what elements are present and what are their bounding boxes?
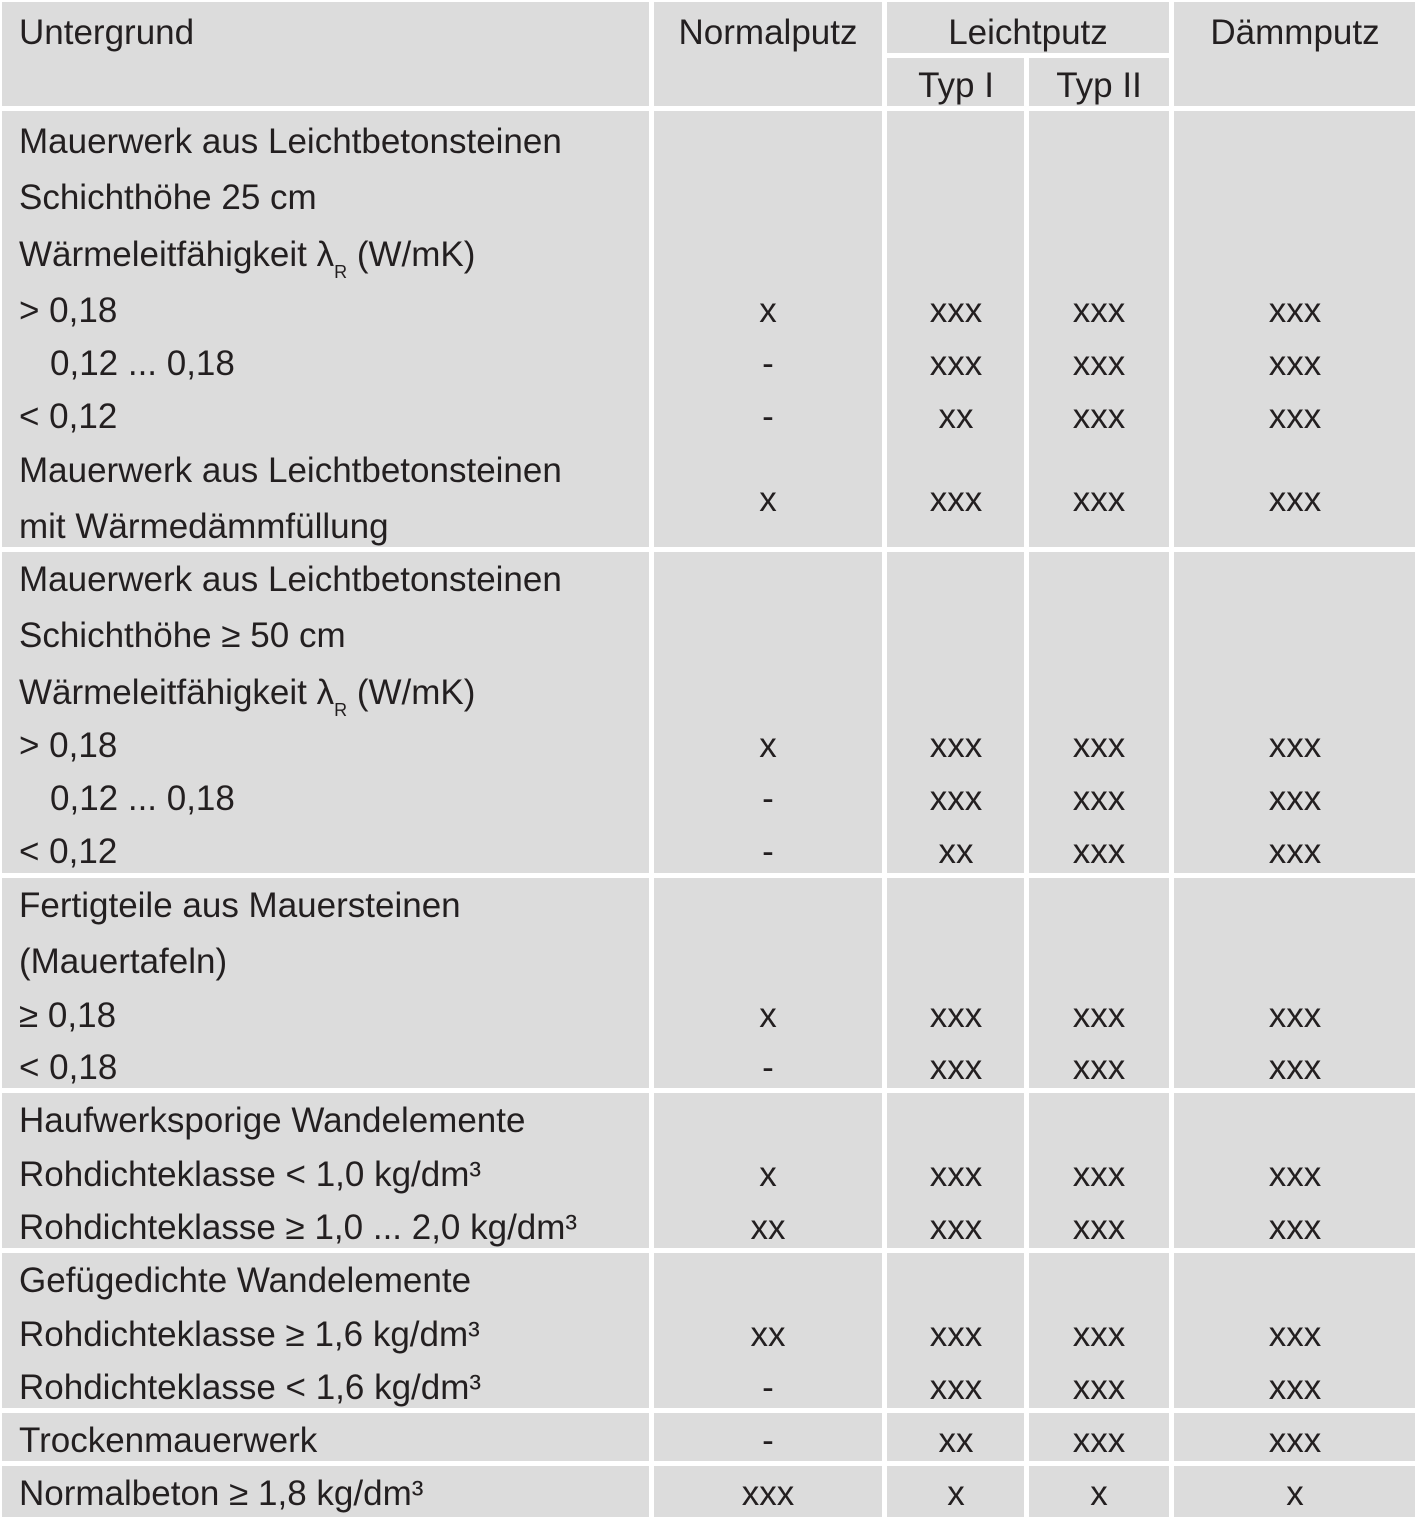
cell-daemmputz: xxx bbox=[1268, 480, 1322, 519]
section-divider bbox=[2, 1248, 1417, 1253]
cell-normalputz: xx bbox=[750, 1208, 786, 1247]
cell-typ-2: xxx bbox=[1072, 291, 1126, 330]
cell-typ-2: xxx bbox=[1072, 344, 1126, 383]
cell-typ-1: xx bbox=[938, 832, 974, 871]
section-divider bbox=[2, 873, 1417, 878]
column-divider bbox=[1169, 2, 1174, 1521]
row-label: Schichthöhe ≥ 50 cm bbox=[19, 616, 346, 655]
cell-daemmputz: xxx bbox=[1268, 344, 1322, 383]
row-label: Mauerwerk aus Leichtbetonsteinen bbox=[19, 451, 562, 490]
row-label: < 0,18 bbox=[19, 1048, 118, 1087]
cell-daemmputz: xxx bbox=[1268, 291, 1322, 330]
row-label: Wärmeleitfähigkeit $\lambda_R$ (W/mK) bbox=[19, 673, 476, 720]
header-typ-1: Typ I bbox=[918, 66, 994, 105]
cell-typ-2: xxx bbox=[1072, 1368, 1126, 1407]
row-label: Wärmeleitfähigkeit $\lambda_R$ (W/mK) bbox=[19, 235, 476, 282]
cell-typ-1: xxx bbox=[929, 344, 983, 383]
row-label: Trockenmauerwerk bbox=[19, 1421, 318, 1460]
row-label: < 0,12 bbox=[19, 832, 118, 871]
row-label: Rohdichteklasse < 1,0 kg/dm³ bbox=[19, 1155, 482, 1194]
cell-normalputz: x bbox=[759, 996, 777, 1035]
cell-typ-1: xxx bbox=[929, 1155, 983, 1194]
cell-daemmputz: xxx bbox=[1268, 779, 1322, 818]
cell-typ-2: x bbox=[1090, 1474, 1108, 1513]
cell-typ-2: xxx bbox=[1072, 1315, 1126, 1354]
row-label: 0,12 ... 0,18 bbox=[50, 779, 235, 818]
section-divider bbox=[2, 547, 1417, 552]
cell-typ-2: xxx bbox=[1072, 726, 1126, 765]
cell-normalputz: - bbox=[762, 1368, 774, 1407]
cell-daemmputz: xxx bbox=[1268, 1155, 1322, 1194]
cell-normalputz: xxx bbox=[741, 1474, 795, 1513]
cell-normalputz: x bbox=[759, 291, 777, 330]
row-label: Schichthöhe 25 cm bbox=[19, 178, 317, 217]
row-label: Normalbeton ≥ 1,8 kg/dm³ bbox=[19, 1474, 424, 1513]
row-label: Rohdichteklasse < 1,6 kg/dm³ bbox=[19, 1368, 482, 1407]
row-label: < 0,12 bbox=[19, 397, 118, 436]
header-bottom-rule bbox=[2, 106, 1417, 111]
cell-typ-1: xxx bbox=[929, 1048, 983, 1087]
cell-daemmputz: xxx bbox=[1268, 1421, 1322, 1460]
cell-typ-2: xxx bbox=[1072, 1048, 1126, 1087]
section-divider bbox=[2, 1088, 1417, 1093]
cell-typ-1: xx bbox=[938, 1421, 974, 1460]
cell-normalputz: - bbox=[762, 344, 774, 383]
header-subdivider bbox=[882, 53, 1174, 58]
cell-normalputz: - bbox=[762, 397, 774, 436]
cell-typ-2: xxx bbox=[1072, 1421, 1126, 1460]
cell-daemmputz: xxx bbox=[1268, 832, 1322, 871]
cell-normalputz: - bbox=[762, 832, 774, 871]
cell-normalputz: x bbox=[759, 726, 777, 765]
cell-daemmputz: xxx bbox=[1268, 397, 1322, 436]
cell-typ-1: xx bbox=[938, 397, 974, 436]
cell-typ-1: xxx bbox=[929, 1315, 983, 1354]
column-divider bbox=[882, 2, 887, 1521]
cell-normalputz: xx bbox=[750, 1315, 786, 1354]
column-divider bbox=[649, 2, 654, 1521]
cell-typ-2: xxx bbox=[1072, 996, 1126, 1035]
cell-normalputz: x bbox=[759, 480, 777, 519]
cell-typ-2: xxx bbox=[1072, 397, 1126, 436]
row-label: Gefügedichte Wandelemente bbox=[19, 1261, 472, 1300]
row-label: Mauerwerk aus Leichtbetonsteinen bbox=[19, 560, 562, 599]
cell-typ-1: xxx bbox=[929, 291, 983, 330]
cell-normalputz: - bbox=[762, 1048, 774, 1087]
section-divider bbox=[2, 1461, 1417, 1466]
cell-typ-1: xxx bbox=[929, 996, 983, 1035]
header-untergrund: Untergrund bbox=[19, 13, 195, 52]
row-label: Mauerwerk aus Leichtbetonsteinen bbox=[19, 122, 562, 161]
column-divider bbox=[1024, 55, 1029, 1521]
header-normalputz: Normalputz bbox=[678, 13, 858, 52]
cell-typ-2: xxx bbox=[1072, 779, 1126, 818]
cell-typ-1: x bbox=[947, 1474, 965, 1513]
cell-daemmputz: xxx bbox=[1268, 1208, 1322, 1247]
cell-daemmputz: xxx bbox=[1268, 1315, 1322, 1354]
cell-typ-2: xxx bbox=[1072, 1208, 1126, 1247]
cell-typ-2: xxx bbox=[1072, 1155, 1126, 1194]
row-label: > 0,18 bbox=[19, 291, 118, 330]
cell-normalputz: - bbox=[762, 779, 774, 818]
cell-typ-1: xxx bbox=[929, 480, 983, 519]
row-label: (Mauertafeln) bbox=[19, 942, 228, 981]
cell-daemmputz: xxx bbox=[1268, 996, 1322, 1035]
header-leichtputz: Leichtputz bbox=[948, 13, 1108, 52]
cell-normalputz: x bbox=[759, 1155, 777, 1194]
header-typ-2: Typ II bbox=[1056, 66, 1142, 105]
row-label: mit Wärmedämmfüllung bbox=[19, 507, 389, 546]
row-label: 0,12 ... 0,18 bbox=[50, 344, 235, 383]
header-daemmputz: Dämmputz bbox=[1210, 13, 1380, 52]
cell-daemmputz: xxx bbox=[1268, 1368, 1322, 1407]
row-label: > 0,18 bbox=[19, 726, 118, 765]
row-label: ≥ 0,18 bbox=[19, 996, 117, 1035]
row-label: Rohdichteklasse ≥ 1,0 ... 2,0 kg/dm³ bbox=[19, 1208, 578, 1247]
cell-daemmputz: x bbox=[1286, 1474, 1304, 1513]
cell-typ-1: xxx bbox=[929, 779, 983, 818]
cell-normalputz: - bbox=[762, 1421, 774, 1460]
row-label: Haufwerksporige Wandelemente bbox=[19, 1101, 526, 1140]
cell-daemmputz: xxx bbox=[1268, 726, 1322, 765]
section-divider bbox=[2, 1408, 1417, 1413]
cell-typ-2: xxx bbox=[1072, 480, 1126, 519]
cell-typ-1: xxx bbox=[929, 726, 983, 765]
row-label: Fertigteile aus Mauersteinen bbox=[19, 886, 461, 925]
cell-daemmputz: xxx bbox=[1268, 1048, 1322, 1087]
cell-typ-2: xxx bbox=[1072, 832, 1126, 871]
cell-typ-1: xxx bbox=[929, 1368, 983, 1407]
row-label: Rohdichteklasse ≥ 1,6 kg/dm³ bbox=[19, 1315, 480, 1354]
cell-typ-1: xxx bbox=[929, 1208, 983, 1247]
